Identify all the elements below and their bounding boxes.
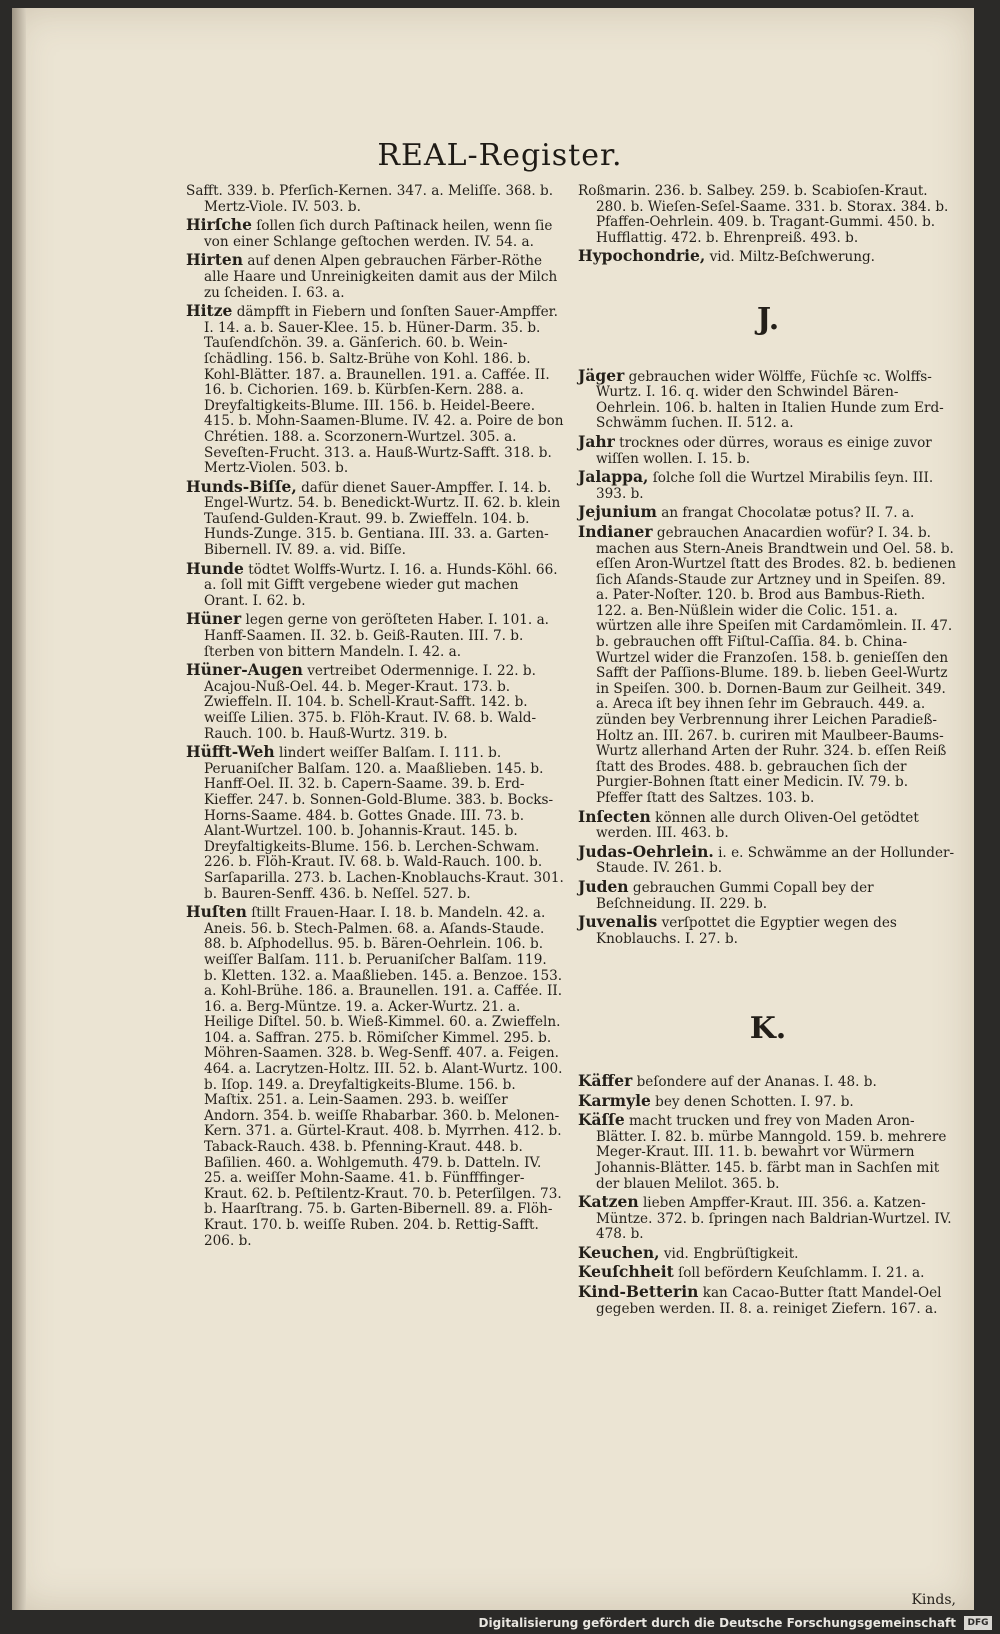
entry-text: vertreibet Odermennige. I. 22. b. Acajou-Nuß-Oel. 44. b. Meger-Kraut. 173. b. Zwieffeln. II. 104. b. Schell-Kraut-Safft. 142. b. weiſſe Lilien. 375. b. Flöh-Kraut. IV. 68. b. Wald-Rauch. 100. b. Hauß-Wurtz. 319. b. (204, 663, 537, 742)
entry-headword: Hunds-Biſſe, (186, 476, 297, 496)
entry-headword: Hüner (186, 609, 242, 629)
index-entry (186, 184, 564, 215)
index-entry (578, 248, 958, 266)
entry-headword: Jäger (578, 365, 625, 385)
entry-text: ſolche ſoll die Wurtzel Mirabilis ſeyn. III. 393. b. (596, 470, 934, 502)
entry-text: bey denen Schotten. I. 97. b. (655, 1093, 854, 1110)
page-gutter (12, 8, 26, 1610)
page-title: REAL-Register. (377, 138, 623, 173)
entry-headword: Keuſchheit (578, 1262, 674, 1282)
entry-headword: Hitze (186, 301, 233, 321)
index-entry (578, 184, 958, 246)
index-entry (578, 365, 958, 432)
index-entry (186, 303, 564, 477)
entry-text: tödtet Wolffs-Wurtz. I. 16. a. Hunds-Köhl. 66. a. ſoll mit Gifft vergebene wieder gut machen Orant. I. 62. b. (204, 561, 558, 609)
entry-headword: Juden (578, 876, 629, 896)
entry-headword: Hirten (186, 250, 243, 270)
index-entry (578, 521, 958, 807)
entry-text: vid. Engbrüſtigkeit. (663, 1245, 799, 1262)
index-entry (578, 1070, 958, 1091)
entry-text: ſollen ſich durch Paſtinack heilen, wenn ſie von einer Schlange geſtochen werden. IV. 54. a. (204, 218, 553, 250)
entry-text: verſpottet die Egyptier wegen des Knoblauchs. I. 27. b. (596, 915, 897, 947)
entry-text: ſoll befördern Keuſchlamm. I. 21. a. (678, 1265, 925, 1282)
index-entry (186, 558, 564, 610)
index-entry (186, 744, 564, 902)
entry-text: beſondere auf der Ananas. I. 48. b. (636, 1073, 877, 1090)
entry-text: legen gerne von geröſteten Haber. I. 101. a. Hanff-Saamen. II. 32. b. Geiß-Rauten. III. 7. b. ſterben von bittern Mandeln. I. 42. a. (204, 612, 549, 660)
index-entry (186, 252, 564, 301)
entry-text: Roßmarin. 236. b. Salbey. 259. b. Scabioſen-Kraut. 280. b. Wieſen-Seſel-Saame. 331. b. Storax. 384. b. Pfaffen-Oehrlein. 409. b. Tragant-Gummi. 450. b. Hufflattig. 472. b. Ehrenpreiß. 493. b. (578, 183, 949, 246)
entry-headword: Jalappa, (578, 467, 649, 487)
index-entry (578, 1242, 958, 1263)
entry-text: lieben Ampffer-Kraut. III. 356. a. Katzen-Müntze. 372. b. ſpringen nach Baldrian-Wurtzel. IV. 478. b. (596, 1195, 952, 1243)
entry-text: können alle durch Oliven-Oel getödtet werden. III. 463. b. (596, 809, 919, 842)
index-entry (186, 662, 564, 742)
entry-text: kan Cacao-Butter ſtatt Mandel-Oel gegeben werden. II. 8. a. reiniget Ziefern. 167. a. (596, 1285, 942, 1317)
entry-headword: Judas-Oehrlein. (578, 841, 714, 861)
entry-headword: Hirſche (186, 215, 252, 235)
section-letter: J. (756, 301, 780, 337)
index-entry (578, 914, 958, 947)
index-entry (578, 1194, 958, 1243)
index-entry (578, 876, 958, 912)
index-entry (578, 806, 958, 842)
index-entry (578, 469, 958, 502)
entry-headword: Käffer (578, 1070, 633, 1090)
entry-text: gebrauchen Gummi Copall bey der Beſchneidung. II. 229. b. (596, 879, 874, 912)
entry-headword: Jahr (578, 431, 615, 451)
index-entry (578, 1264, 958, 1282)
entry-headword: Hypochondrie, (578, 246, 706, 266)
entry-text: an frangat Chocolatæ potus? II. 7. a. (661, 505, 915, 522)
entry-text: dämpfft in Fiebern und ſonſten Sauer-Ampffer. I. 14. a. b. Sauer-Klee. 15. b. Hüner-Darm. 35. b. Tauſendſchön. 39. a. Gänſerich. 60. b. Wein-ſchädling. 156. b. Saltz-Brühe von Kohl. 186. b. Kohl-Blätter. 187. a. Braunellen. 191. a. Caffée. II. 16. b. Cichorien. 169. b. Kürbſen-Kern. 288. a. Dreyfaltigkeits-Blume. III. 156. b. Heidel-Beere. 415. b. Mohn-Saamen-Blume. IV. 42. a. Poire de bon Chrétien. 188. a. Scorzonern-Wurtzel. 305. a. Seveſten-Frucht. 313. a. Hauß-Wurtz-Safft. 318. b. Mertz-Violen. 503. b. (204, 304, 564, 477)
left-column (186, 184, 564, 1251)
entry-headword: Inſecten (578, 806, 651, 826)
entry-headword: Käſſe (578, 1110, 625, 1130)
entry-text: gebrauchen wider Wölffe, Füchſe ꝛc. Wolffs-Wurtz. I. 16. q. wider den Schwindel Bären-Oehrlein. 106. b. halten in Italien Hunde zum Erd-Schwämm ſuchen. II. 512. a. (596, 368, 944, 432)
index-entry (186, 611, 564, 660)
entry-headword: Huſten (186, 902, 247, 922)
entry-headword: Keuchen, (578, 1242, 660, 1262)
index-entry (578, 431, 958, 467)
entry-headword: Indianer (578, 521, 653, 541)
dfg-logo: DFG (964, 1616, 992, 1630)
right-column (578, 184, 958, 1319)
index-entry (578, 504, 958, 522)
index-entry (578, 1090, 958, 1111)
entry-headword: Katzen (578, 1192, 639, 1212)
catchword: Kinds, (911, 1592, 956, 1608)
entry-text: lindert weiſſer Balſam. I. 111. b. Peruaniſcher Balſam. 120. a. Maaßlieben. 145. b. Hanff-Oel. II. 32. b. Capern-Saame. 39. b. Erd-Kieffer. 247. b. Sonnen-Gold-Blume. 383. b. Bocks-Horns-Saame. 484. b. Gottes Gnade. III. 73. b. Alant-Wurtzel. 100. b. Johannis-Kraut. 145. b. Dreyfaltigkeits-Blume. 156. b. Lerchen-Schwam. 226. b. Flöh-Kraut. IV. 68. b. Wald-Rauch. 100. b. Sarſaparilla. 273. b. Lachen-Knoblauchs-Kraut. 301. b. Bauren-Senff. 436. b. Neſſel. 527. b. (204, 745, 564, 902)
entry-text: Safft. 339. b. Pferſich-Kernen. 347. a. Meliſſe. 368. b. Mertz-Viole. IV. 503. b. (186, 183, 554, 215)
index-entry (578, 841, 958, 877)
entry-text: macht trucken und frey von Maden Aron-Blätter. I. 82. b. mürbe Manngold. 159. b. mehrere Meger-Kraut. III. 11. b. bewahrt vor Würmern Johannis-Blätter. 145. b. färbt man in Sachſen mit der blauen Melilot. 365. b. (596, 1113, 947, 1192)
index-entry (186, 217, 564, 250)
entry-headword: Kind-Betterin (578, 1282, 699, 1302)
entry-text: i. e. Schwämme an der Hollunder-Staude. IV. 261. b. (596, 844, 955, 877)
entry-headword: Hüner-Augen (186, 660, 303, 680)
entry-text: vid. Miltz-Beſchwerung. (709, 249, 875, 266)
entry-text: ſtillt Frauen-Haar. I. 18. b. Mandeln. 42. a. Aneis. 56. b. Stech-Palmen. 68. a. Aſands-Staude. 88. b. Aſphodellus. 95. b. Bären-Oehrlein. 106. b. weiſſer Balſam. 111. b. Peruaniſcher Balſam. 119. b. Kletten. 132. a. Maaßlieben. 145. a. Benzoe. 153. a. Kohl-Brühe. 186. a. Braunellen. 191. a. Caffée. II. 16. a. Berg-Müntze. 19. a. Acker-Wurtz. 21. a. Heilige Diſtel. 50. b. Wieß-Kimmel. 60. a. Zwieffeln. 104. a. Saffran. 275. b. Römiſcher Kimmel. 295. b. Möhren-Saamen. 328. b. Weg-Senff. 407. a. Feigen. 464. a. Lacrytzen-Holtz. III. 52. b. Alant-Wurtz. 100. b. Iſop. 149. a. Dreyfaltigkeits-Blume. 156. b. Maſtix. 251. a. Lein-Saamen. 293. b. weiſſer Andorn. 354. b. weiſſe Rhabarbar. 360. b. Melonen-Kern. 371. a. Gürtel-Kraut. 408. b. Myrrhen. 412. b. Taback-Rauch. 438. b. Pfenning-Kraut. 448. b. Baſilien. 460. a. Wohlgemuth. 479. b. Datteln. IV. 25. a. weiſſer Mohn-Saame. 41. b. Fünfffinger-Kraut. 62. b. Peſtilentz-Kraut. 70. b. Peterſilgen. 73. b. Haarſtrang. 75. b. Garten-Bibernell. 89. a. Flöh-Kraut. 170. b. weiſſe Ruben. 204. b. Rettig-Safft. 206. b. (204, 905, 563, 1249)
index-entry (578, 1112, 958, 1192)
entry-headword: Hüfft-Weh (186, 742, 275, 762)
section-letter: K. (749, 1011, 787, 1047)
entry-headword: Juvenalis (578, 912, 658, 932)
entry-text: dafür dienet Sauer-Ampffer. I. 14. b. Engel-Wurtz. 54. b. Benedickt-Wurtz. II. 62. b. klein Tauſend-Gulden-Kraut. 99. b. Zwieffeln. 104. b. Hunds-Zunge. 315. b. Gentiana. III. 33. a. Garten-Bibernell. IV. 89. a. vid. Biſſe. (204, 479, 561, 559)
entry-headword: Karmyle (578, 1090, 651, 1110)
entry-headword: Jejunium (578, 502, 657, 522)
index-entry (578, 1284, 958, 1317)
entry-text: trocknes oder dürres, woraus es einige zuvor wiſſen wollen. I. 15. b. (596, 434, 932, 467)
index-entry (186, 904, 564, 1249)
index-entry (186, 476, 564, 559)
digitization-credit: Digitalisierung gefördert durch die Deutsche Forschungsgemeinschaft (478, 1616, 956, 1630)
entry-text: gebrauchen Anacardien wofür? I. 34. b. machen aus Stern-Aneis Brandtwein und Oel. 58. b. eſſen Aron-Wurtzel ſtatt des Brodes. 82. b. bedienen ſich Aſands-Staude zur Artzney und in Speiſen. 89. a. Pater-Noſter. 120. b. Brod aus Bambus-Rieth. 122. a. Ben-Nüßlein wider die Colic. 151. a. würtzen alle ihre Speiſen mit Cardamömlein. II. 47. b. gebrauchen offt Fiſtul-Caſſia. 84. b. China-Wurtzel wider die Franzoſen. 158. b. genieſſen den Safft der Paſſions-Blume. 189. b. lieben Geel-Wurtz in Speiſen. 300. b. Dornen-Baum zur Geilheit. 349. a. Areca iſt bey ihnen ſehr im Gebrauch. 449. a. zünden bey Verbrennung ihrer Leichen Paradieß-Holtz an. III. 267. b. curiren mit Maulbeer-Baums-Wurtz allerhand Arten der Ruhr. 324. b. eſſen Reiß ſtatt des Brodes. 488. b. gebrauchen ſich der Purgier-Bohnen ſtatt einer Medicin. IV. 79. b. Pfeffer ſtatt des Saltzes. 103. b. (596, 524, 956, 806)
entry-text: auf denen Alpen gebrauchen Färber-Röthe alle Haare und Unreinigkeiten damit aus der Milch zu ſcheiden. I. 63. a. (204, 253, 558, 301)
entry-headword: Hunde (186, 558, 244, 578)
